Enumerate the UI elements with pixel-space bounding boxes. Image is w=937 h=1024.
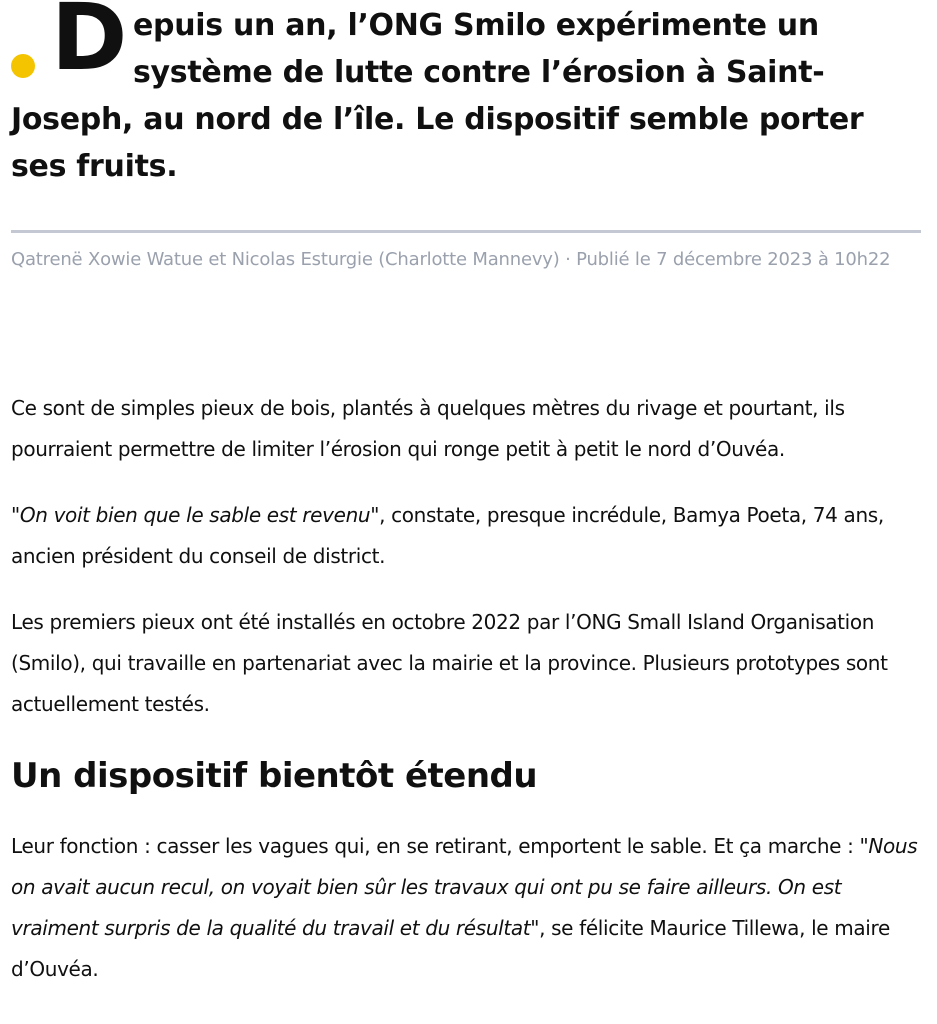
paragraph-text: ", constate, presque incrédule, Bamya Poeta, 74 ans, ancien président du conseil de district. <box>11 503 884 568</box>
byline: Qatrenë Xowie Watue et Nicolas Esturgie (Charlotte Mannevy) · Publié le 7 décembre 2023 à 10h22 <box>11 249 891 270</box>
dropcap-letter: D <box>51 0 126 91</box>
divider <box>11 230 921 233</box>
article-body <box>11 388 923 1015</box>
paragraph-text: ", se félicite Maurice Tillewa, le maire d’Ouvéa. <box>11 916 890 981</box>
article <box>11 0 923 981</box>
article-lead <box>11 0 923 190</box>
yellow-dot-icon <box>11 54 35 78</box>
paragraph-3: Les premiers pieux ont été installés en octobre 2022 par l’ONG Small Island Organisation (Smilo), qui travaille en partenariat avec la mairie et la province. Plusieurs prototypes sont actuellement testés. <box>11 610 888 716</box>
quote-text: Nous on avait aucun recul, on voyait bien sûr les travaux qui ont pu se faire ailleurs. On est vraiment surpris de la qualité du travail et du résultat <box>11 834 918 940</box>
paragraph-2 <box>11 495 923 577</box>
paragraph-1: Ce sont de simples pieux de bois, plantés à quelques mètres du rivage et pourtant, ils pourraient permettre de limiter l’érosion qui ronge petit à petit le nord d’Ouvéa. <box>11 396 845 461</box>
section-heading: Un dispositif bientôt étendu <box>11 756 538 796</box>
paragraph-4 <box>11 826 923 990</box>
paragraph-text: Leur fonction : casser les vagues qui, en se retirant, emportent le sable. Et ça marche : " <box>11 834 869 858</box>
dropcap-block <box>11 2 133 96</box>
lead-text: epuis un an, l’ONG Smilo expérimente un système de lutte contre l’érosion à Saint-Joseph, au nord de l’île. Le dispositif semble porter ses fruits. <box>11 8 864 184</box>
quote-text: "On voit bien que le sable est revenu <box>11 503 371 527</box>
